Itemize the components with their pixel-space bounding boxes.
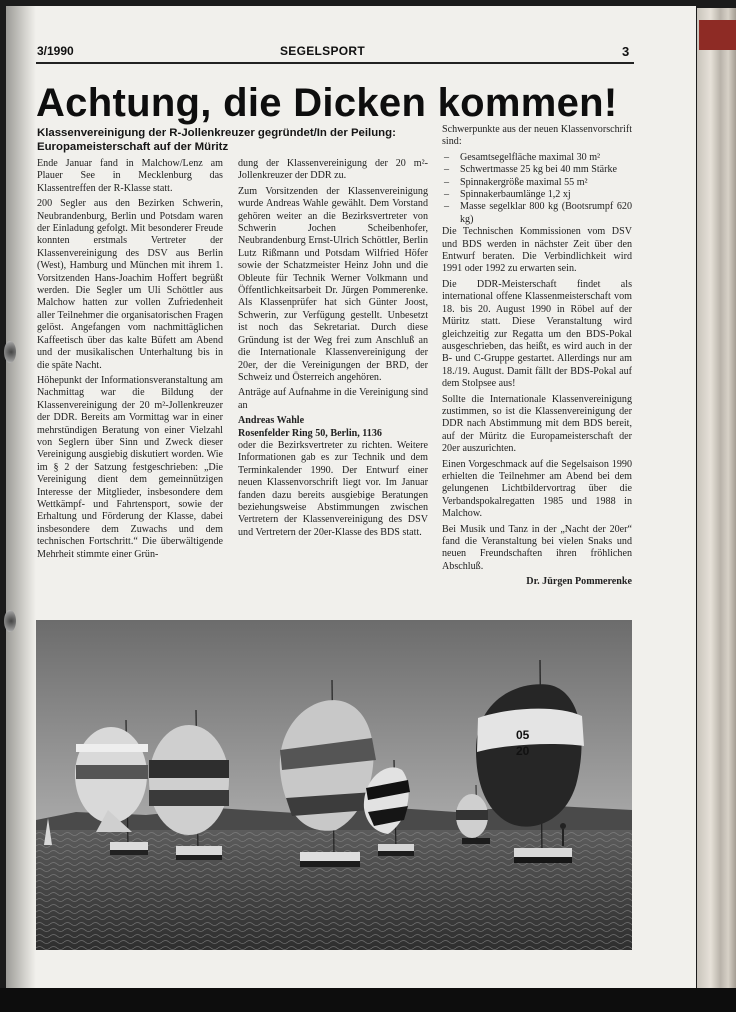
- header-rule: [36, 62, 634, 64]
- article-subheadline: Klassenvereinigung der R-Jollenkreuzer gegründet/In der Peilung: Europameisterschaft auf der Müritz: [37, 127, 396, 153]
- paragraph: Zum Vorsitzenden der Klassenvereinigung wurde Andreas Wahle gewählt. Dem Vorstand gehören weiter an die Bezirksvertreter von Schwerin Jochen Scheibenhofer, Neubrandenburg Ernst-Ulrich Schöttler, Berlin Lutz Rißmann und Potsdam Wilfried Höfer sowie der Schatzmeister Heinz John und die Obleute für Technik Werner Volkmann und Öffentlichkeitsarbeit Dr. Jürgen Pommerenke. Als Klassenprüfer hat sich Günter Joost, Schwerin, zur Verfügung gestellt. Unbesetzt ist noch das Sekretariat. Durch diese Gründung ist der Weg frei zum Anschluß an die Internationale Klassenvereinigung der 20er, der die Vereinigungen der BRD, der Schweiz und Österreich angehören.: [238, 185, 428, 383]
- author-signature: Dr. Jürgen Pommerenke: [526, 576, 632, 588]
- article-column-3: [442, 124, 632, 589]
- paragraph: Einen Vorgeschmack auf die Segelsaison 1990 erhielten die Teilnehmer am Abend bei dem gelungenen Lichtbildervortrag über die Verbandspokalregatten 1985 und 1988 in Malchow.: [442, 458, 632, 520]
- contact-name: Andreas Wahle: [238, 415, 305, 427]
- spec-item: – Gesamtsegelfläche maximal 30 m²: [444, 151, 601, 163]
- spec-item: – Schwertmasse 25 kg bei 40 mm Stärke: [444, 164, 617, 176]
- regatta-photo: [36, 620, 632, 950]
- sail-number: 20: [516, 744, 530, 758]
- issue-label: 3/1990: [37, 44, 74, 58]
- spec-list: [442, 152, 632, 226]
- paragraph: Bei Musik und Tanz in der „Nacht der 20er“ fand die Veranstaltung bei vielen Snaks und neuen Freundschaften ihren fröhlichen Abschluß.: [442, 523, 632, 572]
- paragraph: Höhepunkt der Informationsveranstaltung am Nachmittag war die Bildung der Klassenvereinigung der 20 m²-Jollenkreuzer der DDR. Bereits am Vormittag war in einer mehrstündigen Beratung von einer Vielzahl von Seglern über Sinn und Zweck dieser Vereinigung ausgiebig diskutiert worden. Wie im § 2 der Satzung festgeschrieben: „Die Vereinigung dient dem gemeinnützigen Interesse der Mitglieder, insbesondere dem Wettkämpf- und Fahrtensport, sowie der Erhaltung und Förderung der Klasse, dabei insbesondere dem Zuwachs und dem technischen Fortschritt.“ Die überwältigende Mehrheit stimmte einer Grün-: [37, 374, 223, 560]
- article-column-2: [238, 158, 428, 542]
- spine-label: [699, 20, 736, 50]
- punch-hole: [4, 341, 16, 363]
- sail-number: 05: [516, 728, 530, 742]
- article-column-1: [37, 158, 223, 564]
- article-headline: Achtung, die Dicken kommen!: [36, 81, 618, 125]
- paragraph: Die Technischen Kommissionen vom DSV und BDS werden in nächster Zeit über den Entwurf beraten. Die Verbindlichkeit wird 1991 oder 1992 zu erwarten sein.: [442, 226, 632, 275]
- paragraph: 200 Segler aus den Bezirken Schwerin, Neubrandenburg, Berlin und Potsdam waren der Einladung gefolgt. Mit besonderer Freude konnten erstmals Vertreter der Klassenvereinigung des DSV aus Berlin (West), Hamburg und München mit ihrem 1. Vorsitzenden Hans-Joachim Hoffert begrüßt werden. Die Segler um Uli Schöttler aus Malchow hatten zur vollen Zufriedenheit aller Teilnehmer die organisatorischen Fragen gelöst. Angefangen vom nachmittäglichen Kaffeetisch über das kalte Büfett am Abend und der musikalischen Unterhaltung bis in die späte Nacht.: [37, 198, 223, 371]
- paragraph: dung der Klassenvereinigung der 20 m²-Jollenkreuzer der DDR zu.: [238, 158, 428, 182]
- punch-hole: [4, 610, 16, 632]
- paragraph: Ende Januar fand in Malchow/Lenz am Plauer See in Mecklenburg das Klassentreffen der R-Klasse statt.: [37, 158, 223, 194]
- paragraph: oder die Bezirksvertreter zu richten. Weitere Informationen gab es zur Technik und dem Terminkalender 1990. Der Entwurf einer neuen Klassenvorschrift liegt vor. Im Januar fanden dazu bereits ausgiebige Beratungen beziehungsweise Abstimmungen zwischen Vertretern der Klassenvereinigung des DSV und Vertretern der 20er-Klasse des BDS statt.: [238, 439, 428, 538]
- paragraph: Schwerpunkte aus der neuen Klassenvorschrift sind:: [442, 124, 632, 148]
- page-number: 3: [622, 44, 630, 59]
- spec-item: – Spinnakergröße maximal 55 m²: [444, 176, 588, 188]
- magazine-name: SEGELSPORT: [280, 44, 366, 58]
- contact-address: Rosenfelder Ring 50, Berlin, 1136: [238, 427, 382, 439]
- paragraph: Anträge auf Aufnahme in die Vereinigung sind an: [238, 387, 428, 411]
- spec-item: – Masse segelklar 800 kg (Bootsrumpf 620 kg): [444, 201, 632, 225]
- paragraph: Sollte die Internationale Klassenvereinigung zustimmen, so ist die Klassenvereinigung der DDR nach Abstimmung mit dem BDS bereit, auf der Müritz die Europameisterschaft der 20er auszurichten.: [442, 393, 632, 455]
- scan-bottom-edge: [0, 988, 736, 1012]
- spec-item: – Spinnakerbaumlänge 1,2 xj: [444, 189, 571, 201]
- page-gutter-shadow: [6, 6, 36, 988]
- book-spine: [697, 8, 736, 998]
- paragraph: Die DDR-Meisterschaft findet als international offene Klassenmeisterschaft vom 18. bis 20. August 1990 in Röbel auf der Müritz statt. Diese Veranstaltung wird gleichzeitig zur Regatta um den BDS-Pokal ausgeschrieben, das heißt, es wird auch in der B- und C-Gruppe gestartet. Allerdings nur am 18./19. August. Damit fällt der BDS-Pokal auf dem Stolpsee aus!: [442, 278, 632, 390]
- sailboats-illustration: [36, 620, 632, 950]
